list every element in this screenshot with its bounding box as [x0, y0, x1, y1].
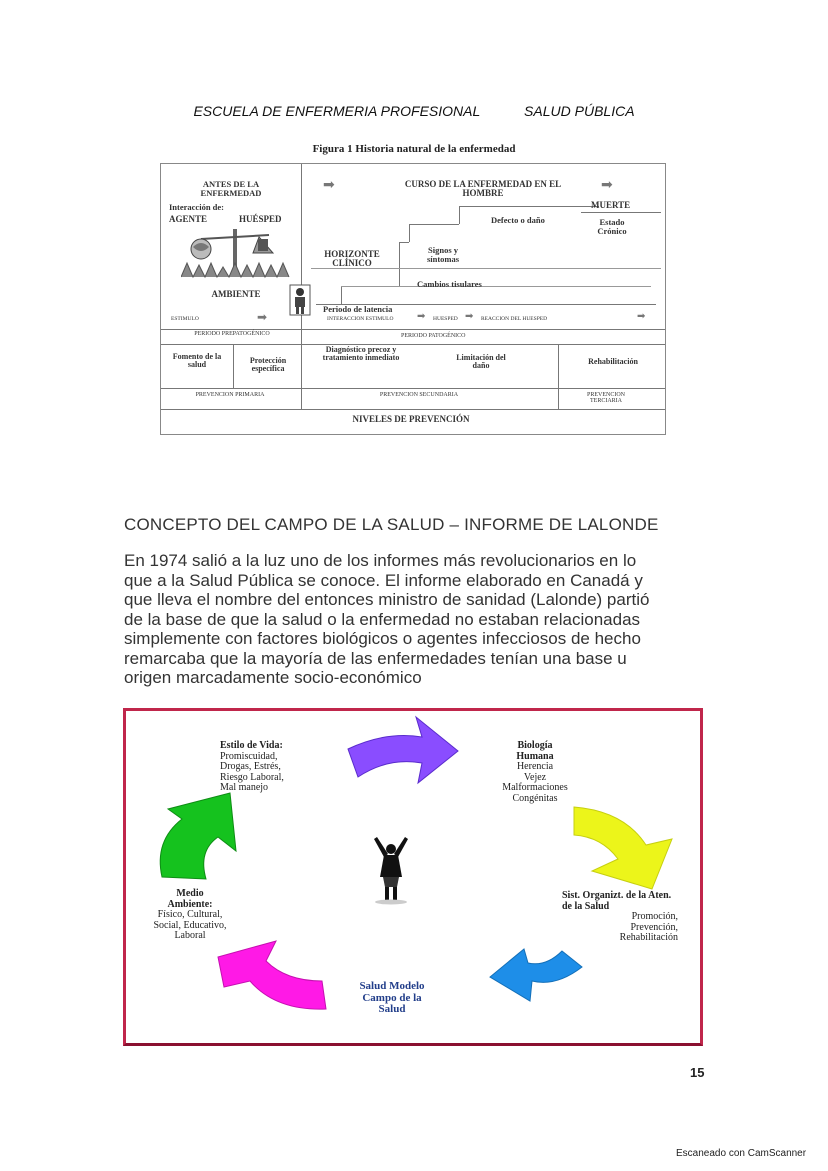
- medio-ambiente-block: [134, 889, 246, 942]
- medio-line: Social, Educativo,: [153, 919, 227, 931]
- prevencion-terciaria: PREVENCION TERCIARIA: [586, 392, 625, 405]
- estilo-title: Estilo de Vida:: [220, 740, 283, 751]
- estado-label: Estado Crónico: [597, 217, 627, 236]
- body-line: remarcaba que la mayoría de las enfermedades tenían una base u: [124, 648, 627, 668]
- estimulo-label: ESTIMULO: [171, 316, 199, 322]
- biologia-title: Biología Humana: [516, 740, 554, 762]
- sistema-line: Rehabilitación: [619, 932, 678, 943]
- section-title: CONCEPTO DEL CAMPO DE LA SALUD – INFORME DE LALONDE: [124, 515, 659, 534]
- cambios-label: Cambios tisulares: [417, 279, 482, 289]
- arrow-right-icon: ➡: [257, 310, 268, 324]
- estilo-line: Mal manejo: [220, 782, 269, 793]
- arrow-right-icon: ➡: [465, 311, 474, 322]
- page-number: 15: [690, 1065, 705, 1080]
- salud-title: Salud Modelo Campo de la Salud: [359, 980, 425, 1016]
- proteccion-cell: Protección específica: [249, 356, 287, 374]
- natural-history-diagram: [160, 163, 666, 435]
- person-icon: [289, 284, 311, 316]
- horizonte-label: HORIZONTE CLÍNICO: [324, 249, 380, 269]
- fomento-cell: Fomento de la salud: [172, 352, 222, 370]
- sistema-line: Promoción,: [631, 911, 678, 922]
- scanner-watermark: Escaneado con CamScanner: [676, 1148, 807, 1159]
- biologia-block: [480, 741, 590, 804]
- reaccion-label: REACCION DEL HUESPED: [481, 316, 548, 322]
- body-paragraph: [124, 551, 704, 688]
- niveles-prevencion: NIVELES DE PREVENCIÓN: [352, 414, 470, 424]
- body-line: que a la Salud Pública se conoce. El informe elaborado en Canadá y: [124, 570, 643, 590]
- body-line: de la base de que la salud o la enfermedad no estaban relacionadas: [124, 609, 641, 629]
- medio-line: Físico, Cultural,: [157, 909, 223, 920]
- rehabilitacion-cell: Rehabilitación: [588, 357, 638, 366]
- curso-title: CURSO DE LA ENFERMEDAD EN EL HOMBRE: [404, 179, 562, 199]
- latencia-label: Periodo de latencia: [323, 304, 393, 314]
- biologia-line: Congénitas: [512, 792, 558, 804]
- interaccion-label: Interacción de:: [169, 202, 225, 212]
- estilo-line: Riesgo Laboral,: [220, 771, 284, 783]
- diagnostico-cell: Diagnóstico precoz y tratamiento inmediato: [322, 345, 400, 363]
- estilo-line: Drogas, Estrés,: [220, 761, 281, 772]
- balance-scale-icon: [181, 227, 291, 285]
- arrow-right-icon: ➡: [637, 311, 646, 322]
- huesped-small-label: HUESPED: [433, 316, 458, 322]
- body-line: origen marcadamente socio-económico: [124, 668, 422, 687]
- purple-arrow-icon: [348, 717, 458, 783]
- arrow-right-icon: ➡: [601, 176, 613, 192]
- sistema-block: [562, 891, 678, 944]
- blue-arrow-icon: [490, 949, 582, 1001]
- magenta-arrow-icon: [218, 941, 326, 1009]
- muerte-label: MUERTE: [591, 200, 631, 210]
- signos-label: Signos y síntomas: [426, 245, 460, 264]
- arrow-right-icon: ➡: [417, 311, 426, 322]
- agente-label: AGENTE: [169, 214, 208, 224]
- antes-title: ANTES DE LA ENFERMEDAD: [200, 179, 262, 198]
- yellow-arrow-icon: [574, 807, 672, 889]
- prevencion-secundaria: PREVENCION SECUNDARIA: [379, 392, 459, 398]
- page-header: [0, 103, 828, 119]
- body-line: que lleva el nombre del entonces ministro de sanidad (Lalonde) partió: [124, 590, 650, 609]
- defecto-label: Defecto o daño: [491, 215, 545, 225]
- body-line: En 1974 salió a la luz uno de los informes más revolucionarios en lo: [124, 551, 637, 570]
- estilo-vida-block: [220, 741, 340, 794]
- prepatogenico-label: PERIODO PREPATOGÉNICO: [194, 331, 270, 337]
- patogenico-label: PERIODO PATOGÉNICO: [401, 333, 466, 339]
- huesped-label: HUÉSPED: [239, 214, 282, 224]
- lalonde-model-diagram: [123, 708, 703, 1046]
- sistema-line: Prevención,: [630, 921, 678, 933]
- biologia-line: Malformaciones: [502, 782, 568, 793]
- biologia-line: Herencia: [516, 761, 554, 772]
- estilo-line: Promiscuidad,: [220, 750, 278, 762]
- salud-block: [354, 981, 430, 1016]
- arrow-right-icon: ➡: [323, 176, 335, 192]
- body-line: simplemente con factores biológicos o agentes infecciosos de hecho: [124, 629, 641, 648]
- sistema-title: Sist. Organizt. de la Aten. de la Salud: [562, 890, 672, 912]
- limitacion-cell: Limitación del daño: [456, 353, 506, 371]
- ambiente-label: AMBIENTE: [211, 289, 261, 299]
- figure-caption: Figura 1 Historia natural de la enfermedad: [312, 143, 516, 155]
- school-name: ESCUELA DE ENFERMERIA PROFESIONAL: [193, 103, 481, 119]
- medio-line: Laboral: [174, 930, 206, 941]
- medio-title: Medio Ambiente:: [167, 888, 213, 910]
- biologia-line: Vejez: [523, 771, 547, 783]
- prevencion-primaria: PREVENCION PRIMARIA: [195, 392, 265, 398]
- green-arrow-icon: [160, 793, 236, 879]
- subject-name: SALUD PÚBLICA: [524, 103, 635, 119]
- interaccion-estimulo-label: INTERACCION ESTIMULO: [327, 316, 394, 322]
